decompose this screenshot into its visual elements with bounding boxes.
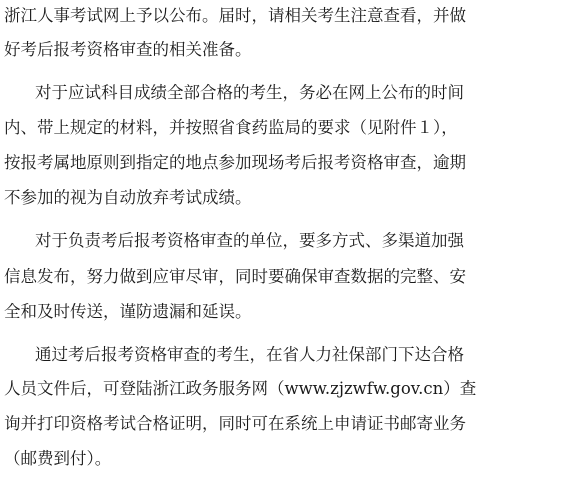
paragraph-4-line-4: （邮费到付）。: [4, 449, 112, 468]
paragraph-4-line-1: 通过考后报考资格审查的考生，在省人力社保部门下达合格: [35, 345, 464, 364]
paragraph-3-line-1: 对于负责考后报考资格审查的单位，要多方式、多渠道加强: [35, 231, 464, 250]
paragraph-3-line-2: 信息发布，努力做到应审尽审，同时要确保审查数据的完整、安: [4, 267, 466, 286]
paragraph-3-line-3: 全和及时传送，谨防遗漏和延误。: [4, 302, 252, 321]
paragraph-1-line-2: 好考后报考资格审查的相关准备。: [4, 40, 252, 59]
paragraph-2-line-3: 按报考属地原则到指定的地点参加现场考后报考资格审查，逾期: [4, 153, 466, 172]
paragraph-4-line-3: 询并打印资格考试合格证明，同时可在系统上申请证书邮寄业务: [4, 414, 466, 433]
paragraph-2-line-2: 内、带上规定的材料，并按照省食药监局的要求（见附件１），: [4, 118, 458, 137]
paragraph-2-line-1: 对于应试科目成绩全部合格的考生，务必在网上公布的时间: [35, 83, 464, 102]
paragraph-1-line-1: 浙江人事考试网上予以公布。届时，请相关考生注意查看，并做: [4, 6, 466, 25]
paragraph-4-line-2: 人员文件后，可登陆浙江政务服务网（www.zjzwfw.gov.cn）查: [4, 379, 477, 398]
paragraph-2-line-4: 不参加的视为自动放弃考试成绩。: [4, 188, 252, 207]
